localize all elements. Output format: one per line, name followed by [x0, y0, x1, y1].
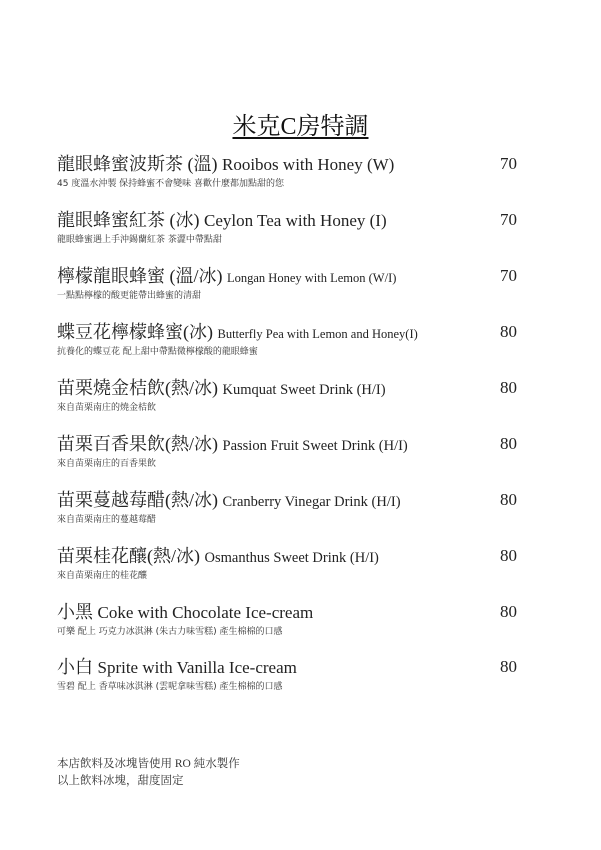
- item-name-zh: 龍眼蜂蜜波斯茶 (溫): [57, 154, 222, 174]
- item-name-en: Sprite with Vanilla Ice-cream: [97, 658, 297, 677]
- item-name-en: Osmanthus Sweet Drink (H/I): [204, 550, 379, 566]
- menu-item: [57, 377, 517, 427]
- item-name-en: Ceylon Tea with Honey (I): [204, 211, 387, 230]
- menu-item: [57, 489, 517, 539]
- item-description: 龍眼蜂蜜遇上手沖錫蘭紅茶 茶澀中帶點甜: [57, 235, 222, 245]
- item-description: 來自苗栗南庄的燒金桔飲: [57, 403, 157, 413]
- item-name-zh: 檸檬龍眼蜂蜜 (溫/冰): [57, 266, 227, 286]
- item-name-en: Rooibos with Honey (W): [222, 155, 395, 174]
- item-name-zh: 小白: [57, 657, 98, 677]
- footer-note-water: 本店飲料及冰塊皆使用 RO 純水製作: [57, 758, 240, 770]
- item-name-zh: 苗栗燒金桔飲(熱/冰): [57, 378, 223, 398]
- item-description: 雪碧 配上 香草味冰淇淋 (雲呢拿味雪糕) 產生棉棉的口感: [57, 682, 283, 692]
- item-price: 70: [500, 266, 517, 285]
- item-name-en: Cranberry Vinegar Drink (H/I): [222, 494, 401, 510]
- footer-notes: [57, 756, 240, 790]
- item-price: 80: [500, 322, 517, 341]
- item-price: 80: [500, 602, 517, 621]
- item-name-en: Butterfly Pea with Lemon and Honey(I): [217, 327, 418, 341]
- item-price: 80: [500, 546, 517, 565]
- item-description: 抗養化的蝶豆花 配上甜中帶點微檸檬酸的龍眼蜂蜜: [57, 347, 258, 357]
- menu-title: 米克C房特調: [232, 114, 369, 140]
- item-description: 來自苗栗南庄的桂花釀: [57, 571, 148, 581]
- item-price: 70: [500, 210, 517, 229]
- item-description: 一點點檸檬的酸更能帶出蜂蜜的清甜: [57, 291, 202, 301]
- item-price: 80: [500, 434, 517, 453]
- item-name-zh: 苗栗百香果飲(熱/冰): [57, 434, 223, 454]
- menu-item: [57, 601, 517, 651]
- item-price: 80: [500, 378, 517, 397]
- item-name-en: Passion Fruit Sweet Drink (H/I): [222, 438, 408, 454]
- item-name-en: Longan Honey with Lemon (W/I): [227, 271, 397, 285]
- menu-item: [57, 153, 517, 203]
- item-name-zh: 蝶豆花檸檬蜂蜜(冰): [57, 322, 218, 342]
- footer-note-sweetness: 以上飲料冰塊，甜度固定: [57, 775, 184, 787]
- item-price: 70: [500, 154, 517, 173]
- item-description: 可樂 配上 巧克力冰淇淋 (朱古力味雪糕) 產生棉棉的口感: [57, 627, 283, 637]
- menu-item: [57, 433, 517, 483]
- item-name-zh: 苗栗蔓越莓醋(熱/冰): [57, 490, 223, 510]
- menu-item: [57, 265, 517, 315]
- item-description: 來自苗栗南庄的百香果飲: [57, 459, 157, 469]
- item-description: 來自苗栗南庄的蔓越莓醋: [57, 515, 157, 525]
- item-description: 45 度溫水沖製 保持蜂蜜不會變味 喜歡什麼都加點甜的您: [57, 179, 285, 189]
- item-name-zh: 龍眼蜂蜜紅茶 (冰): [57, 210, 204, 230]
- item-price: 80: [500, 657, 517, 676]
- menu-item: [57, 545, 517, 595]
- item-name-zh: 苗栗桂花釀(熱/冰): [57, 546, 205, 566]
- item-price: 80: [500, 490, 517, 509]
- menu-item: [57, 209, 517, 259]
- item-name-zh: 小黑: [57, 602, 98, 622]
- menu-item: [57, 656, 517, 706]
- item-name-en: Coke with Chocolate Ice-cream: [97, 603, 314, 622]
- menu-item: [57, 321, 517, 371]
- item-name-en: Kumquat Sweet Drink (H/I): [222, 382, 386, 398]
